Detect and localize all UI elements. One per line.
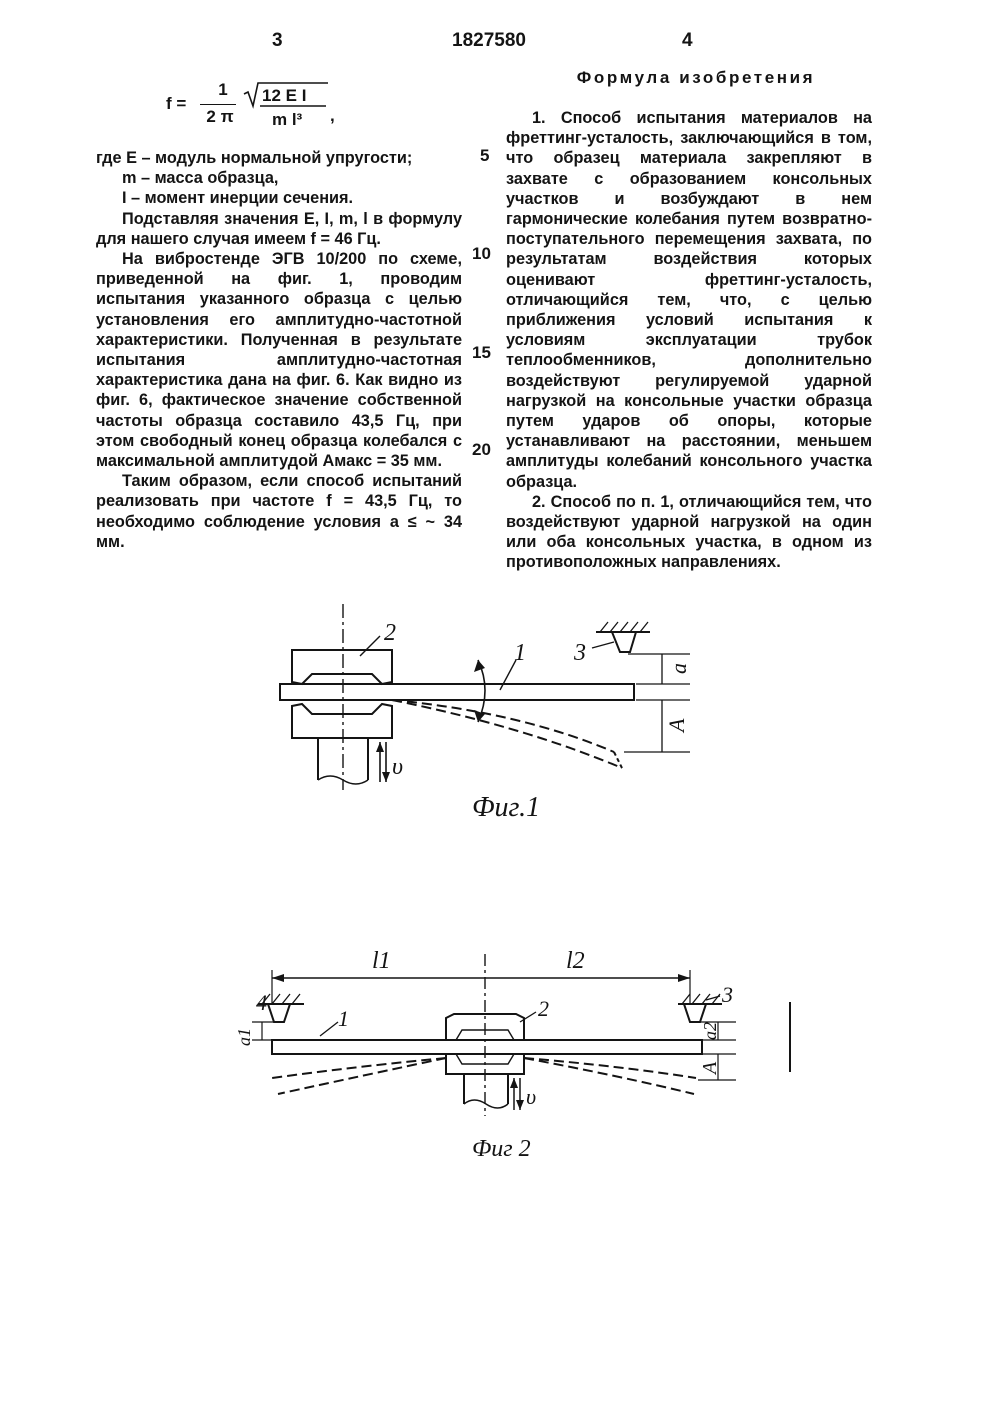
line-number-20: 20 (472, 440, 491, 459)
fig1-label-support: 3 (574, 640, 586, 666)
paragraph-vibrostand: На вибростенде ЭГВ 10/200 по схеме, приведенной на фиг. 1, проводим испытания указанного образца с целью установления его амплитудно-частотной характеристики. Полученная в результате испытания амплитудно-частотная характеристика дана на фиг. 6. Как видно из фиг. 6, фактическое значение собственной частоты образца составило 43,5 Гц, при этом свободный конец образца колебался с максимальной амплитудой Амакс = 35 мм. (96, 250, 462, 471)
right-column-text (506, 108, 872, 573)
fig1-label-velocity: υ (392, 754, 404, 780)
fig2-label-l2: l2 (566, 948, 585, 974)
figure-1 (0, 600, 1000, 840)
left-column-text (96, 148, 462, 552)
paragraph-substitution: Подставляя значения Е, I, m, l в формулу для нашего случая имеем f = 46 Гц. (96, 209, 462, 248)
claims-title: Формула изобретения (576, 68, 816, 87)
definition-i: I – момент инерции сечения. (122, 189, 354, 208)
fig2-label-amplitude: A (699, 1061, 721, 1074)
fig2-label-support-left: 4 (256, 990, 267, 1015)
formula-denominator: 2 π (206, 107, 234, 126)
fig2-label-gap-right: a2 (700, 1022, 720, 1040)
fig1-label-specimen: 1 (514, 640, 526, 666)
fig2-label-support-right: 3 (722, 982, 733, 1007)
line-number-15: 15 (472, 343, 491, 362)
fig2-label-gap-left: a1 (234, 1028, 254, 1046)
claim-2: 2. Способ по п. 1, отличающийся тем, что воздействуют ударной нагрузкой на один или оба консольных участка, в одном из противоположных направлениях. (506, 492, 872, 572)
formula-numerator: 1 (218, 80, 228, 99)
fraction-bar (200, 104, 236, 105)
fig2-label-specimen: 1 (338, 1006, 349, 1031)
formula-root-numerator: 12 E I (262, 86, 307, 105)
fig1-label-gap: a (666, 663, 691, 674)
formula-lhs: f = (166, 94, 187, 113)
figure-2 (0, 940, 1000, 1180)
fig1-label-amplitude: A (664, 718, 689, 732)
claim-1: 1. Способ испытания материалов на фреттинг-усталость, заключающийся в том, что образец материала закрепляют в захвате с образованием консольных участков и возбуждают в нем гармонические колебания путем возвратно-поступательного перемещения захвата, по результатам воздействия которых оценивают фреттинг-усталость, отличающийся тем, что, с целью приближения условий испытания к условиям эксплуатации трубок теплообменников, дополнительно воздействуют регулируемой ударной нагрузкой на консольные участки образца путем ударов об опоры, которые устанавливают на расстоянии, меньшем амплитуды колебаний консольного участка образца. (506, 109, 872, 491)
paragraph-conclusion: Таким образом, если способ испытаний реализовать при частоте f = 43,5 Гц, то необходимо соблюдение условия а ≤ ~ 34 мм. (96, 472, 462, 551)
fig2-label-grip: 2 (538, 996, 549, 1021)
fig2-label-velocity: υ (526, 1084, 537, 1109)
fig2-label-l1: l1 (372, 948, 391, 974)
fig1-caption: Фиг.1 (472, 792, 541, 823)
patent-number: 1827580 (452, 30, 526, 51)
line-number-10: 10 (472, 244, 491, 263)
fig1-label-grip: 2 (384, 620, 396, 646)
formula-root-denominator: m l³ (272, 110, 303, 129)
page-number-left: 3 (272, 30, 283, 51)
formula-comma: , (330, 106, 335, 125)
definition-e: где Е – модуль нормальной упругости; (96, 149, 413, 167)
line-number-5: 5 (480, 146, 490, 165)
fig2-caption: Фиг 2 (472, 1136, 531, 1162)
definition-m: m – масса образца, (122, 169, 279, 188)
page-number-right: 4 (682, 30, 693, 51)
